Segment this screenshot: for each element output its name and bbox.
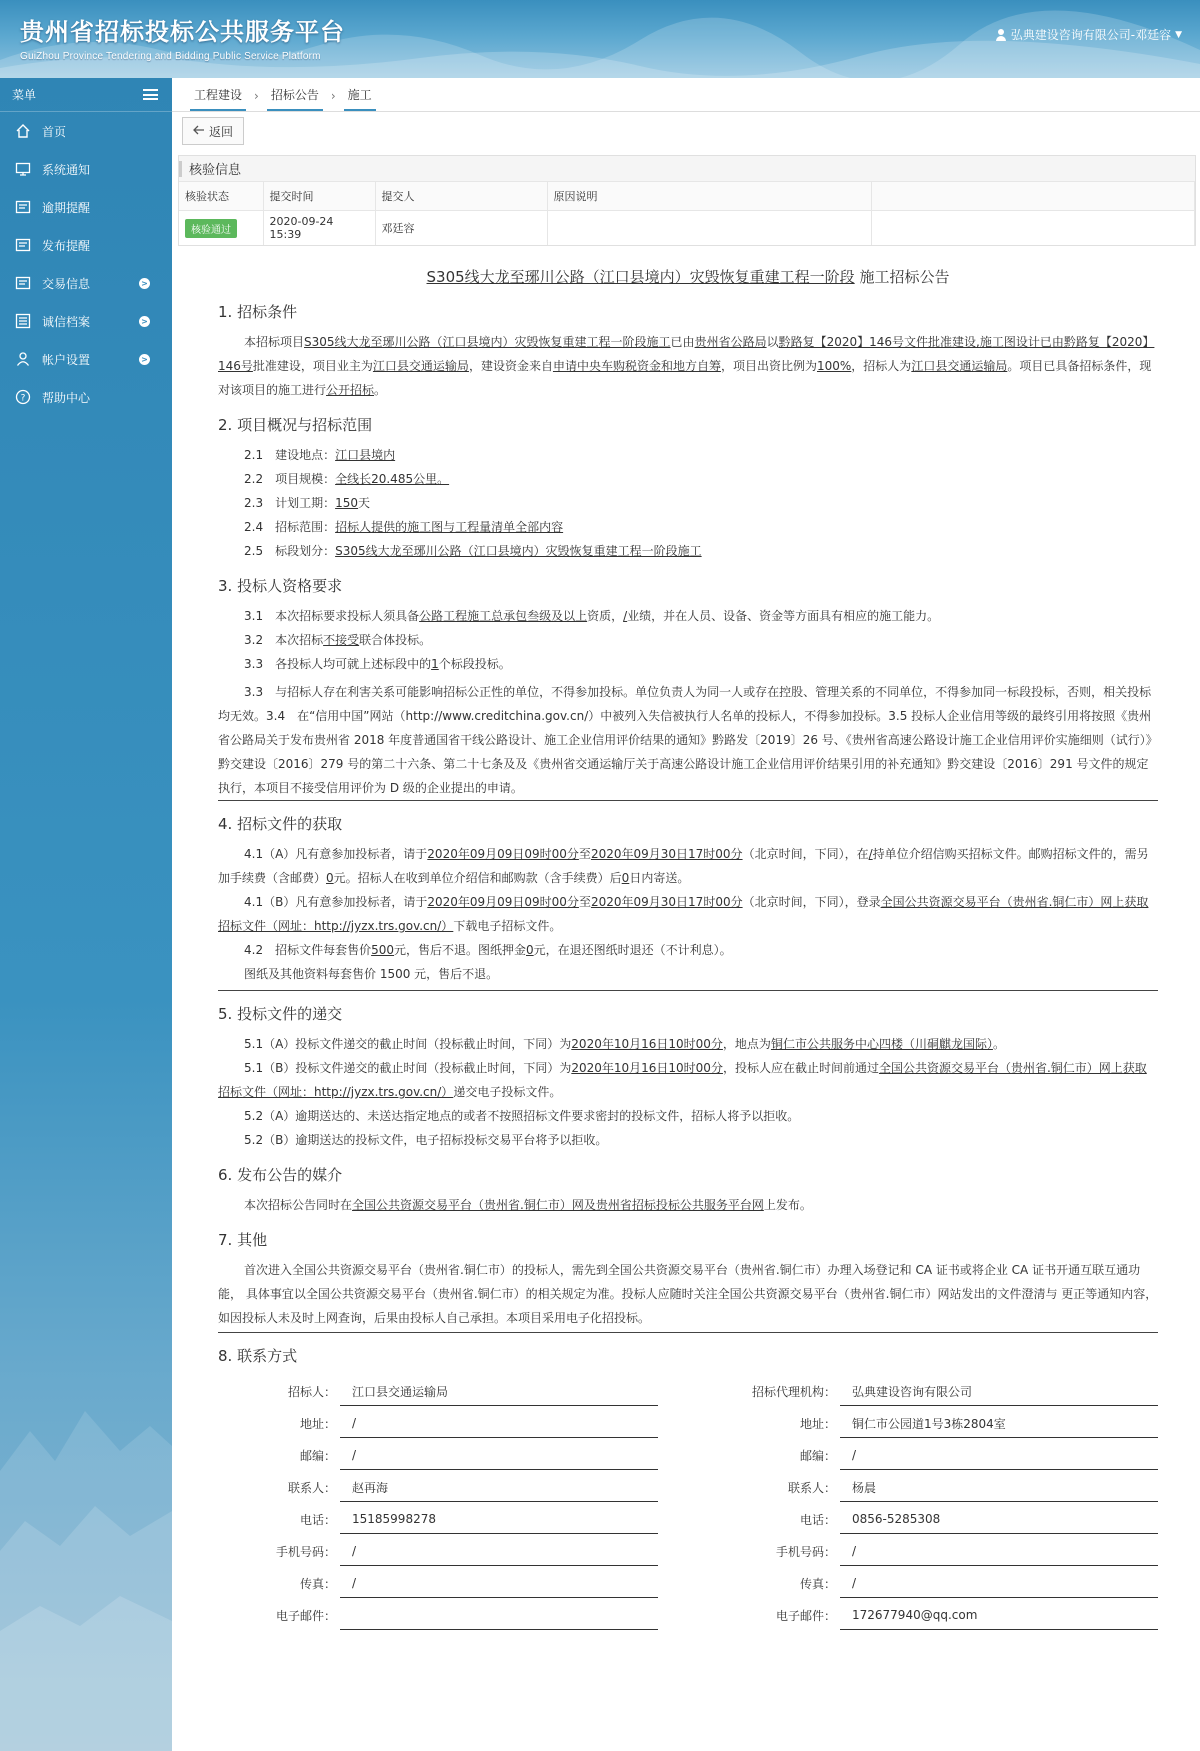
home-icon [14,122,32,140]
section-heading: 1. 招标条件 [218,303,298,321]
breadcrumb-item[interactable]: 招标公告 [267,86,323,111]
list-item: 2.1 建设地点：江口县境内 [244,448,396,462]
contact-row: 传真： / [218,1566,658,1598]
contact-row: 地址： / [218,1406,658,1438]
column-header-empty [871,182,1195,211]
contact-info [218,1374,1158,1630]
verify-panel-title: 核验信息 [179,156,1195,182]
column-header: 提交时间 [263,182,375,211]
sidebar-item-overdue[interactable] [0,188,172,226]
contact-tenderer [218,1374,658,1630]
section-4-d: 图纸及其他资料每套售价 1500 元，售后不退。 [218,962,1158,991]
breadcrumb-item[interactable]: 施工 [344,86,376,111]
notice-icon [14,236,32,254]
section-heading: 2. 项目概况与招标范围 [218,416,373,434]
contact-row: 邮编： / [218,1438,658,1470]
user-icon [14,350,32,368]
sidebar-item-account[interactable] [0,340,172,378]
back-button[interactable] [182,117,244,145]
section-1-text: 本招标项目S305线大龙至琊川公路（江口县境内）灾毁恢复重建工程一阶段施工已由贵州省公路局以黔路复【2020】146号文件批准建设,施工图设计已由黔路复【2020】146号批准建设，项目业主为江口县交通运输局，建设资金来自申请中央车购税资金和地方自筹，项目出资比例为100%，招标人为江口县交通运输局。项目已具备招标条件，现对该项目的施工进行公开招标。 [218,335,1155,397]
sidebar-item-label: 首页 [42,124,67,139]
breadcrumb-separator: › [330,89,336,103]
contact-row: 手机号码： / [718,1534,1158,1566]
sidebar-item-label: 帮助中心 [42,390,91,405]
list-item: 2.4 招标范围：招标人提供的施工图与工程量清单全部内容 [244,520,564,534]
verify-table [179,182,1195,245]
verify-panel [178,155,1196,246]
table-row [179,211,1195,246]
monitor-icon [14,160,32,178]
section-heading: 7. 其他 [218,1231,268,1249]
chevron-right-icon: > [139,316,150,327]
section-5-b: 5.1（B）投标文件递交的截止时间（投标截止时间，下同）为2020年10月16日10时00分，投标人应在截止时间前通过全国公共资源交易平台（贵州省.铜仁市）网上获取招标文件（网址：http://jyzx.trs.gov.cn/）递交电子投标文件。 [218,1061,1147,1099]
contact-row: 手机号码： / [218,1534,658,1566]
contact-row: 电子邮件： 172677940@qq.com [718,1598,1158,1630]
sidebar-item-label: 诚信档案 [42,314,91,329]
section-4-c: 4.2 招标文件每套售价500元，售后不退。图纸押金0元，在退还图纸时退还（不计利息）。 [244,943,732,957]
title-suffix: 施工招标公告 [859,268,950,286]
top-header [0,0,1200,78]
reason-cell [547,211,871,246]
section-7-text: 首次进入全国公共资源交易平台（贵州省.铜仁市）的投标人，需先到全国公共资源交易平台（贵州省.铜仁市）办理入场登记和 CA 证书或将企业 CA 证书开通互联互通功能， 具体事宜以全国公共资源交易平台（贵州省.铜仁市）的相关规定为准。投标人应随时关注全国公共资源交易平台（贵州省.铜仁市）网站发出的文件澄清与 更正等通知内容，如因投标人未及时上网查询，后果由投标人自己承担。本项目采用电子化招投标。 [218,1258,1158,1333]
section-4-b: 4.1（B）凡有意参加投标者，请于2020年09月09日09时00分至2020年09月30日17时00分（北京时间，下同），登录全国公共资源交易平台（贵州省.铜仁市）网上获取招标文件（网址：http://jyzx.trs.gov.cn/）下载电子招标文件。 [218,895,1149,933]
user-name: 弘典建设咨询有限公司-邓廷容 [1010,28,1172,42]
section-5-a: 5.1（A）投标文件递交的截止时间（投标截止时间，下同）为2020年10月16日10时00分，地点为铜仁市公共服务中心四楼（川硐麒龙国际）。 [244,1037,1005,1051]
contact-row: 招标人： 江口县交通运输局 [218,1374,658,1406]
announcement-title [218,266,1158,287]
sidebar-item-label: 交易信息 [42,276,91,291]
breadcrumb [172,78,1200,112]
sidebar-item-label: 发布提醒 [42,238,91,253]
contact-agency [718,1374,1158,1630]
platform-subtitle: GuiZhou Province Tendering and Bidding Public Service Platform [20,51,321,62]
title-project: S305线大龙至琊川公路（江口县境内）灾毁恢复重建工程一阶段 [426,268,855,286]
main-content [172,78,1200,1751]
list-item: 2.5 标段划分：S305线大龙至琊川公路（江口县境内）灾毁恢复重建工程一阶段施工 [244,544,702,558]
contact-row: 电子邮件： [218,1598,658,1630]
section-3-paragraph: 3.3 与招标人存在利害关系可能影响招标公正性的单位，不得参加投标。单位负责人为同一人或存在控股、管理关系的不同单位，不得参加同一标段投标，否则，相关投标均无效。3.4 在“信用中国”网站（http://www.creditchina.gov.cn/）中被列入失信被执行人名单的投标人，不得参加投标。3.5 投标人企业信用等级的最终引用将按照《贵州省公路局关于发布贵州省 2018 年度普通国省干线公路设计、施工企业信用评价结果的通知》黔路发〔2019〕26 号、《贵州省高速公路设计施工企业信用评价实施细则（试行）》黔交建设〔2016〕279 号的第二十六条、第二十七条及及《贵州省交通运输厅关于高速公路设计施工企业信用评价结果引用的补充通知》黔交建设〔2016〕291 号文件的规定执行，本项目不接受信用评价为 D 级的企业提出的申请。 [218,680,1158,801]
status-badge: 核验通过 [185,219,237,238]
list-icon [14,312,32,330]
list-item: 3.3 各投标人均可就上述标段中的1个标段投标。 [244,657,511,671]
contact-row: 地址： 铜仁市公园道1号3栋2804室 [718,1406,1158,1438]
menu-label: 菜单 [12,88,37,102]
sidebar-item-label: 系统通知 [42,162,91,177]
section-4-a: 4.1（A）凡有意参加投标者，请于2020年09月09日09时00分至2020年09月30日17时00分（北京时间，下同），在/持单位介绍信购买招标文件。邮购招标文件的，需另加手续费（含邮费）0元。招标人在收到单位介绍信和邮购款（含手续费）后0日内寄送。 [218,847,1149,885]
sidebar [0,78,172,1751]
list-item: 2.2 项目规模：全线长20.485公里。 [244,472,450,486]
sidebar-item-credit[interactable] [0,302,172,340]
sidebar-item-trade[interactable] [0,264,172,302]
sidebar-item-system-notice[interactable] [0,150,172,188]
back-label: 返回 [209,124,234,139]
sidebar-item-label: 帐户设置 [42,352,91,367]
section-heading: 5. 投标文件的递交 [218,1005,343,1023]
user-icon [995,29,1007,41]
table-header-row [179,182,1195,211]
chevron-right-icon: > [139,354,150,365]
brand [20,12,345,62]
chevron-down-icon: ▼ [1175,29,1182,40]
contact-row: 电话： 0856-5285308 [718,1502,1158,1534]
section-heading: 3. 投标人资格要求 [218,577,343,595]
column-header: 核验状态 [179,182,263,211]
column-header: 提交人 [375,182,547,211]
breadcrumb-separator: › [254,89,259,103]
section-heading: 8. 联系方式 [218,1347,298,1365]
contact-row: 联系人： 杨晨 [718,1470,1158,1502]
empty-cell [871,211,1195,246]
back-icon [193,124,205,138]
breadcrumb-item[interactable]: 工程建设 [190,86,246,111]
section-5-c: 5.2（A）逾期送达的、未送达指定地点的或者不按照招标文件要求密封的投标文件，招标人将予以拒收。 [244,1109,800,1123]
sidebar-background [0,1331,172,1751]
sidebar-item-home[interactable] [0,112,172,150]
menu-toggle-icon[interactable] [143,89,158,100]
contact-row: 电话： 15185998278 [218,1502,658,1534]
sidebar-header [0,78,172,112]
section-heading: 4. 招标文件的获取 [218,815,343,833]
section-5-d: 5.2（B）逾期送达的投标文件，电子招标投标交易平台将予以拒收。 [244,1133,608,1147]
column-header: 原因说明 [547,182,871,211]
contact-row: 邮编： / [718,1438,1158,1470]
chevron-right-icon: > [139,278,150,289]
person-cell: 邓廷容 [375,211,547,246]
contact-row: 招标代理机构： 弘典建设咨询有限公司 [718,1374,1158,1406]
list-item: 3.1 本次招标要求投标人须具备公路工程施工总承包叁级及以上资质，/业绩，并在人员、设备、资金等方面具有相应的施工能力。 [244,609,940,623]
notice-icon [14,274,32,292]
sidebar-item-label: 逾期提醒 [42,200,91,215]
section-heading: 6. 发布公告的媒介 [218,1166,343,1184]
contact-row: 传真： / [718,1566,1158,1598]
notice-icon [14,198,32,216]
section-6-text: 本次招标公告同时在全国公共资源交易平台（贵州省.铜仁市）网及贵州省招标投标公共服务平台网上发布。 [244,1198,812,1212]
announcement [218,266,1158,1630]
user-menu[interactable] [995,26,1182,43]
list-item: 3.2 本次招标不接受联合体投标。 [244,633,432,647]
platform-title: 贵州省招标投标公共服务平台 [20,18,345,46]
status-cell [179,211,263,246]
contact-row: 联系人： 赵再海 [218,1470,658,1502]
time-cell: 2020-09-24 15:39 [263,211,375,246]
sidebar-item-publish[interactable] [0,226,172,264]
list-item: 2.3 计划工期：150天 [244,496,371,510]
sidebar-item-help[interactable] [0,378,172,416]
svg-text:?: ? [20,393,26,404]
help-icon [14,388,32,406]
